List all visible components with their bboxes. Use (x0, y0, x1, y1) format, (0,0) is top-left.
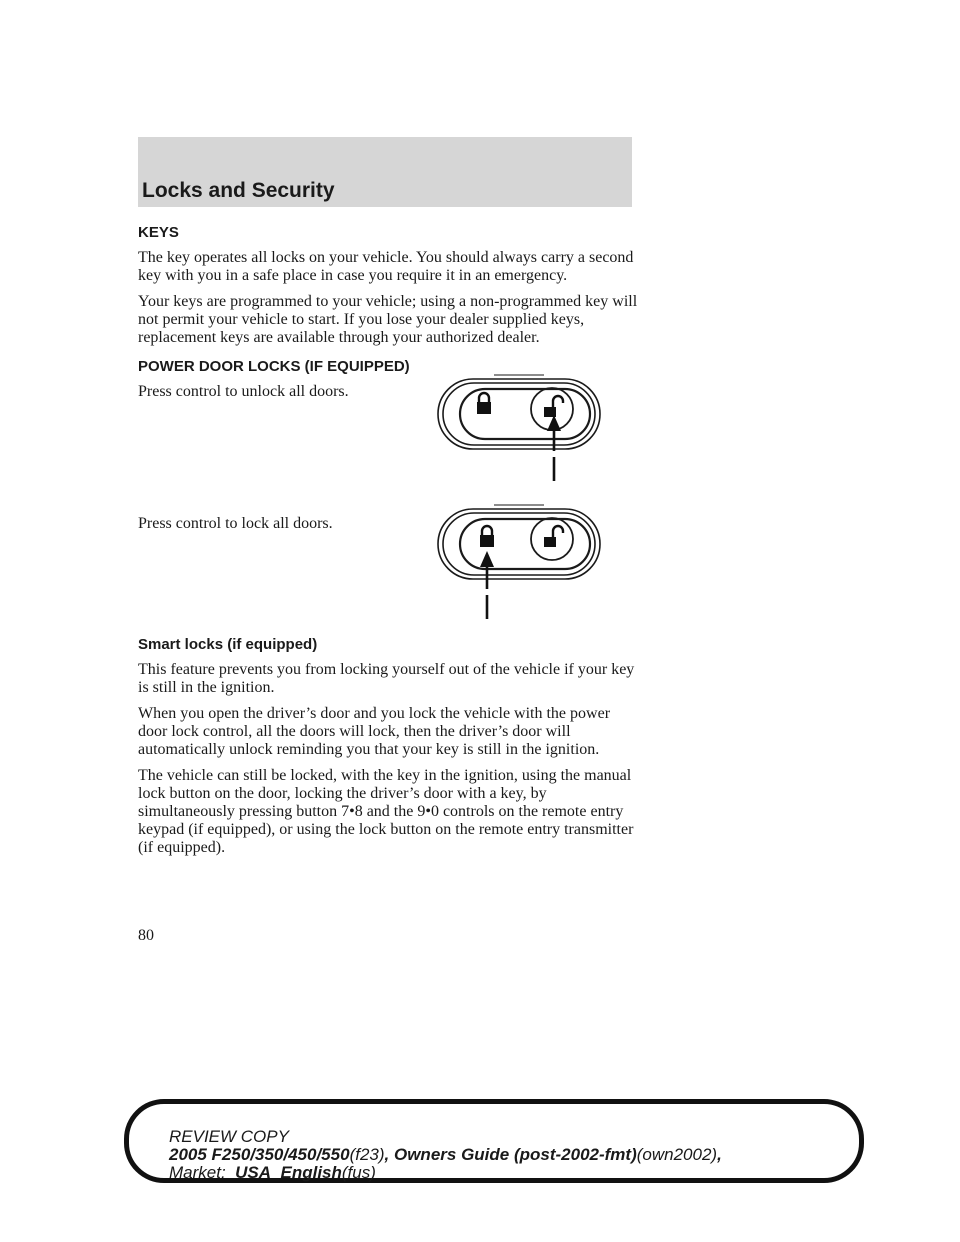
review-copy-footer (124, 1099, 864, 1183)
lock-control-figure (434, 493, 604, 623)
smart-locks-paragraph-1: This feature prevents you from locking yourself out of the vehicle if your key is still in the ignition. (138, 661, 635, 696)
footer-model-code: (f23) (349, 1145, 385, 1164)
footer-text (169, 1128, 722, 1182)
keys-paragraph-1: The key operates all locks on your vehicle. You should always carry a second key with you in a safe place in case you require it in an emergency. (138, 249, 634, 284)
footer-line-3 (169, 1164, 722, 1182)
unlock-icon (544, 396, 563, 417)
arrow-up-icon (480, 551, 494, 619)
unlock-icon (544, 526, 563, 547)
lock-icon (480, 526, 494, 547)
unlock-instruction: Press control to unlock all doors. (138, 383, 349, 400)
arrow-up-icon (547, 415, 561, 481)
page-number: 80 (138, 927, 154, 944)
footer-market-code: (fus) (341, 1163, 376, 1182)
power-locks-heading: POWER DOOR LOCKS (IF EQUIPPED) (138, 358, 410, 375)
smart-locks-paragraph-2: When you open the driver’s door and you lock the vehicle with the power door lock control, all the doors will lock, then the driver’s door will automatically unlock reminding you that your key is still in the ignition. (138, 705, 611, 758)
footer-market-label: Market: (169, 1163, 226, 1182)
lock-instruction: Press control to lock all doors. (138, 515, 333, 532)
lock-row (138, 515, 638, 635)
lock-icon (477, 393, 491, 414)
page-title: Locks and Security (142, 179, 335, 202)
keys-paragraph-2: Your keys are programmed to your vehicle; using a non-programmed key will not permit your vehicle to start. If you lose your dealer supplied keys, replacement keys are available through your authorized dealer. (138, 293, 638, 346)
footer-line-end: , (717, 1145, 722, 1164)
keys-heading: KEYS (138, 224, 179, 241)
footer-guide: Owners Guide (post-2002-fmt) (393, 1145, 637, 1164)
footer-separator: , (384, 1145, 394, 1164)
footer-model: 2005 F250/350/450/550 (169, 1145, 350, 1164)
footer-line-2 (169, 1146, 722, 1164)
smart-locks-paragraph-3: The vehicle can still be locked, with the key in the ignition, using the manual lock button on the door, locking the driver’s door with a key, by simultaneously pressing button 7•8 and the 9•0 controls on the remote entry keypad (if equipped), or using the lock button on the remote entry transmitter (if equipped). (138, 767, 634, 856)
unlock-control-figure (434, 369, 604, 499)
page-content (138, 223, 638, 865)
footer-line-1: REVIEW COPY (169, 1127, 289, 1146)
smart-locks-heading: Smart locks (if equipped) (138, 636, 318, 653)
footer-market: USA_English (235, 1163, 342, 1182)
footer-guide-code: (own2002) (636, 1145, 718, 1164)
